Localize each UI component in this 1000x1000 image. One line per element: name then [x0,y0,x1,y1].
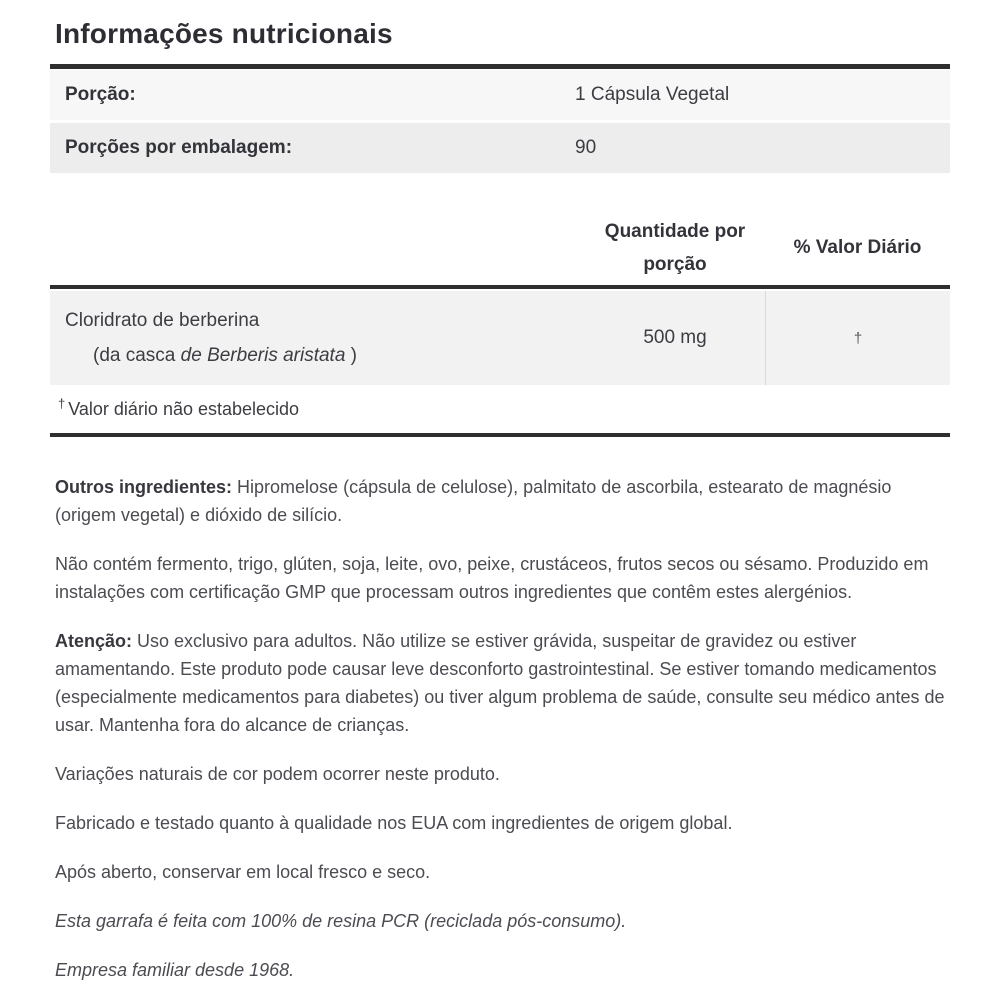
warning-paragraph [55,627,945,739]
nutrient-row-berberine [50,291,950,385]
nutrient-daily-value: † [765,291,950,385]
made-in-paragraph: Fabricado e testado quanto à qualidade nos EUA com ingredientes de origem global. [55,813,733,833]
amount-per-serving-header: Quantidade por porção [604,221,746,275]
nutrient-source-species: de Berberis aristata [180,345,346,366]
warning-text: Uso exclusivo para adultos. Não utilize se estiver grávida, suspeitar de gravidez ou estiver amamentando. Este produto pode causar leve desconforto gastrointestinal. Se estiver tomando medicamentos (especialmente medicamentos para diabetes) ou tiver algum problema de saúde, consulte seu médico antes de usar. Mantenha fora do alcance de crianças. [55,631,945,735]
top-thick-rule [50,64,950,69]
info-paragraphs [50,473,950,984]
nutrient-table-header [50,211,950,285]
nutrient-amount: 500 mg [643,327,707,348]
other-ingredients-text: Hipromelose (cápsula de celulose), palmitato de ascorbila, estearato de magnésio (origem vegetal) e dióxido de silício. [55,477,892,525]
pcr-bottle-paragraph: Esta garrafa é feita com 100% de resina PCR (reciclada pós-consumo). [55,911,627,931]
daily-value-footnote [50,385,950,433]
warning-label: Atenção: [55,631,133,651]
nutrient-source [65,338,585,373]
nutrient-source-prefix: (da casca [93,345,181,366]
daily-value-header: % Valor Diário [793,237,922,258]
header-rule [50,285,950,289]
dagger-symbol: † [58,396,66,411]
servings-per-container-value: 90 [575,137,597,158]
allergen-paragraph: Não contém fermento, trigo, glúten, soja, leite, ovo, peixe, crustáceos, frutos secos ou sésamo. Produzido em instalações com certificação GMP que processam outros ingredientes que contêm estes alergénios. [55,554,929,602]
serving-size-row [50,70,950,120]
color-variation-paragraph: Variações naturais de cor podem ocorrer neste produto. [55,764,500,784]
family-company-paragraph: Empresa familiar desde 1968. [55,960,295,980]
footnote-text: Valor diário não estabelecido [68,399,300,419]
servings-per-container-label: Porções por embalagem: [65,137,293,158]
storage-paragraph: Após aberto, conservar em local fresco e seco. [55,862,431,882]
other-ingredients-label: Outros ingredientes: [55,477,233,497]
servings-per-container-row [50,123,950,173]
serving-size-value: 1 Cápsula Vegetal [575,84,730,105]
nutrient-name-cell [50,291,585,385]
bottom-thick-rule [50,433,950,437]
nutrient-source-suffix: ) [345,345,358,366]
other-ingredients-paragraph [55,473,945,529]
nutrient-name: Cloridrato de berberina [65,310,260,331]
page-title: Informações nutricionais [55,18,393,49]
serving-size-label: Porção: [65,84,136,105]
